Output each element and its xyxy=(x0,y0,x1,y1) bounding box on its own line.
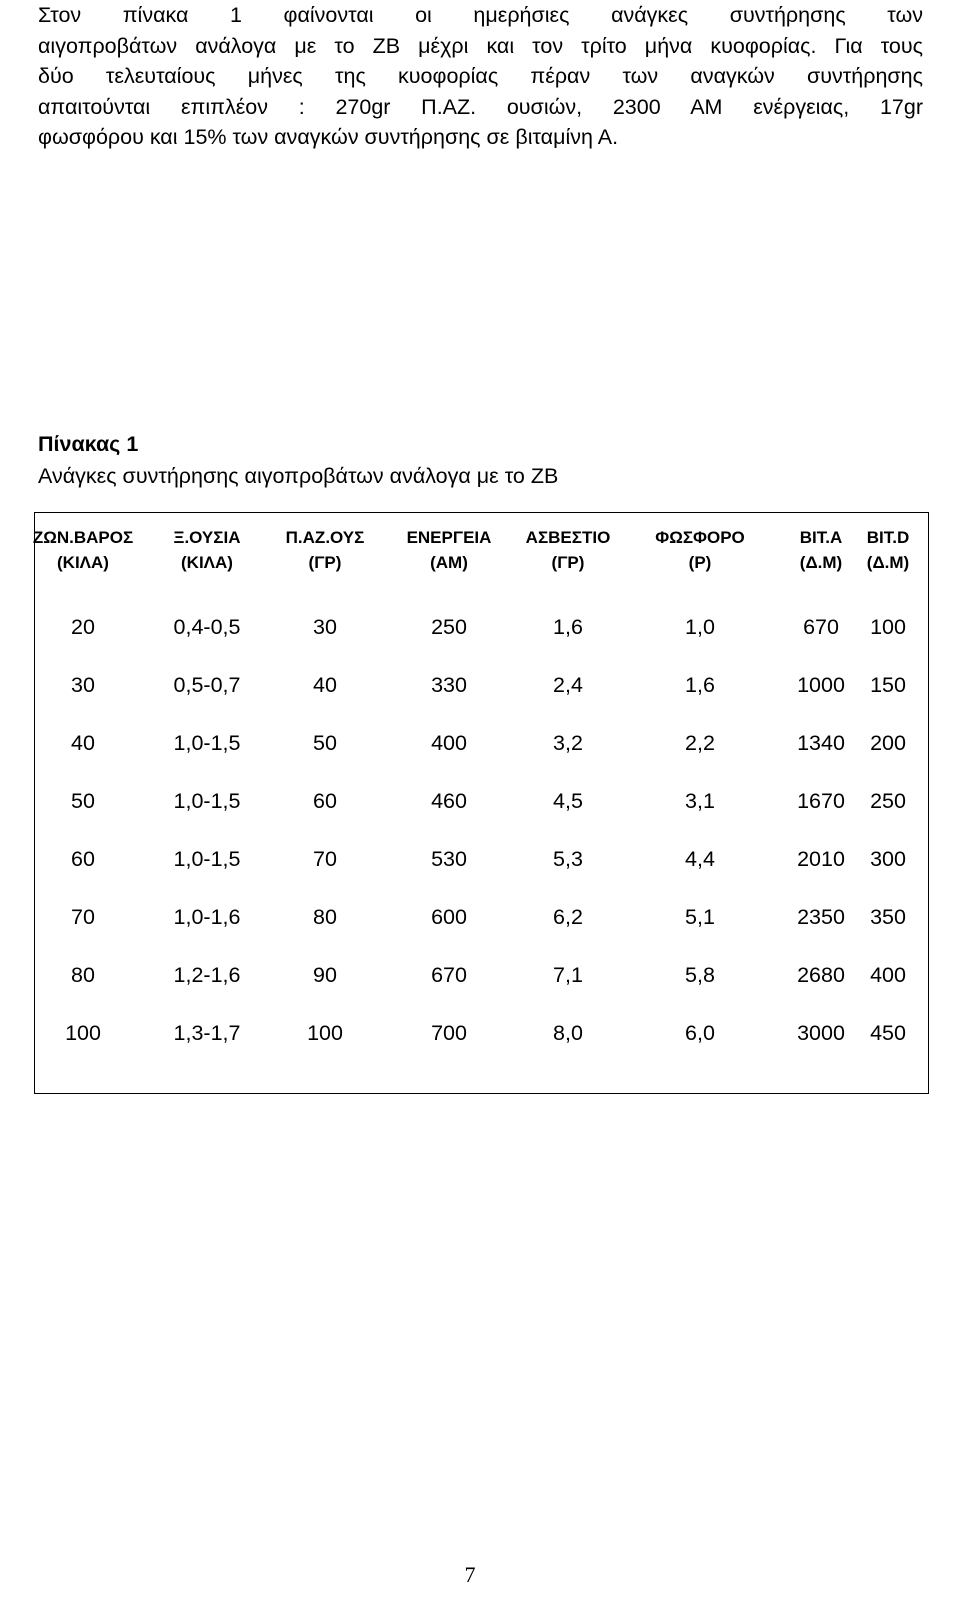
table-cell: 3,1 xyxy=(685,789,715,813)
table-cell: 20 xyxy=(71,615,95,639)
table-cell: 250 xyxy=(431,615,467,639)
table-cell: 1,0 xyxy=(685,615,715,639)
table-cell: 6,0 xyxy=(685,1021,715,1045)
table-cell: 2350 xyxy=(797,905,845,929)
column-header-line: ΖΩΝ.ΒΑΡΟΣ xyxy=(32,528,134,547)
table-cell: 7,1 xyxy=(553,963,583,987)
table-cell: 1,6 xyxy=(685,673,715,697)
column-header-line: ΑΣΒΕΣΤΙΟ xyxy=(525,528,611,547)
table-cell: 670 xyxy=(803,615,839,639)
table-cell: 100 xyxy=(307,1021,343,1045)
column-header-unit: (Δ.Μ) xyxy=(866,553,910,572)
column-header-unit: (ΑΜ) xyxy=(430,553,468,572)
column-header-line: Π.ΑΖ.ΟΥΣ xyxy=(285,528,365,547)
table-cell: 80 xyxy=(313,905,337,929)
table-cell: 6,2 xyxy=(553,905,583,929)
table-cell: 150 xyxy=(870,673,906,697)
table-cell: 250 xyxy=(870,789,906,813)
table-cell: 530 xyxy=(431,847,467,871)
table-cell: 4,5 xyxy=(553,789,583,813)
table-cell: 1,6 xyxy=(553,615,583,639)
table-cell: 1,0-1,6 xyxy=(173,905,241,929)
column-header-unit: (ΚΙΛΑ) xyxy=(181,553,233,572)
column-header-line: ΒΙΤ.Α xyxy=(799,528,843,547)
column-header xyxy=(152,525,262,575)
table-cell: 0,4-0,5 xyxy=(173,615,241,639)
table-cell: 450 xyxy=(870,1021,906,1045)
column-header-unit: (ΚΙΛΑ) xyxy=(57,553,109,572)
table-cell: 100 xyxy=(870,615,906,639)
table-cell: 8,0 xyxy=(553,1021,583,1045)
intro-line: απαιτούνται επιπλέον : 270gr Π.ΑΖ. ουσιών, 2300 ΑΜ ενέργειας, 17gr xyxy=(38,94,923,119)
table-cell: 2,4 xyxy=(553,673,583,697)
table-cell: 670 xyxy=(431,963,467,987)
intro-line: δύο τελευταίους μήνες της κυοφορίας πέραν των αναγκών συντήρησης xyxy=(38,64,923,88)
table-cell: 30 xyxy=(313,615,337,639)
column-header xyxy=(791,525,851,575)
column-header-unit: (Δ.Μ) xyxy=(799,553,843,572)
table-cell: 100 xyxy=(65,1021,101,1045)
column-header-line: Ξ.ΟΥΣΙΑ xyxy=(173,528,241,547)
table-cell: 300 xyxy=(870,847,906,871)
table-cell: 3000 xyxy=(797,1021,845,1045)
table-cell: 2010 xyxy=(797,847,845,871)
table-cell: 5,1 xyxy=(685,905,715,929)
table-cell: 400 xyxy=(431,731,467,755)
table-cell: 90 xyxy=(313,963,337,987)
intro-paragraph xyxy=(38,0,923,153)
table-cell: 600 xyxy=(431,905,467,929)
table-cell: 60 xyxy=(313,789,337,813)
column-header xyxy=(858,525,918,575)
maintenance-needs-table xyxy=(34,512,929,1094)
table-cell: 1,3-1,7 xyxy=(173,1021,241,1045)
table-cell: 1,2-1,6 xyxy=(173,963,241,987)
table-cell: 5,3 xyxy=(553,847,583,871)
table-cell: 1000 xyxy=(797,673,845,697)
intro-line: Στον πίνακα 1 φαίνονται οι ημερήσιες ανάγκες συντήρησης των xyxy=(38,3,923,27)
table-cell: 460 xyxy=(431,789,467,813)
table-cell: 60 xyxy=(71,847,95,871)
table-cell: 5,8 xyxy=(685,963,715,987)
column-header-line: ΒΙΤ.D xyxy=(866,528,910,547)
table-cell: 50 xyxy=(313,731,337,755)
table-cell: 700 xyxy=(431,1021,467,1045)
column-header-line: ΦΩΣΦΟΡΟ xyxy=(655,528,745,547)
page-number: 7 xyxy=(464,1562,476,1587)
table-cell: 4,4 xyxy=(685,847,715,871)
table-cell: 400 xyxy=(870,963,906,987)
column-header-unit: (ΓΡ) xyxy=(308,553,342,572)
table-cell: 350 xyxy=(870,905,906,929)
column-header xyxy=(28,525,138,575)
table-cell: 1,0-1,5 xyxy=(173,847,241,871)
table-cell: 200 xyxy=(870,731,906,755)
table-cell: 2,2 xyxy=(685,731,715,755)
table-cell: 1,0-1,5 xyxy=(173,731,241,755)
table-cell: 80 xyxy=(71,963,95,987)
table-cell: 50 xyxy=(71,789,95,813)
column-header xyxy=(394,525,504,575)
column-header xyxy=(275,525,375,575)
table-cell: 330 xyxy=(431,673,467,697)
intro-line: αιγοπροβάτων ανάλογα με το ΖΒ μέχρι και τον τρίτο μήνα κυοφορίας. Για τους xyxy=(38,33,923,58)
table-cell: 1340 xyxy=(797,731,845,755)
table-title: Πίνακας 1 xyxy=(38,432,139,456)
table-cell: 40 xyxy=(313,673,337,697)
table-cell: 3,2 xyxy=(553,731,583,755)
column-header xyxy=(513,525,623,575)
intro-line: φωσφόρου και 15% των αναγκών συντήρησης σε βιταμίνη Α. xyxy=(38,125,619,149)
table-cell: 2680 xyxy=(797,963,845,987)
table-cell: 1670 xyxy=(797,789,845,813)
table-cell: 70 xyxy=(71,905,95,929)
column-header xyxy=(640,525,760,575)
table-cell: 30 xyxy=(71,673,95,697)
column-header-line: ΕΝΕΡΓΕΙΑ xyxy=(406,528,492,547)
table-caption: Ανάγκες συντήρησης αιγοπροβάτων ανάλογα με το ΖΒ xyxy=(38,464,559,488)
table-cell: 0,5-0,7 xyxy=(173,673,241,697)
table-cell: 70 xyxy=(313,847,337,871)
table-cell: 1,0-1,5 xyxy=(173,789,241,813)
table-cell: 40 xyxy=(71,731,95,755)
column-header-unit: (ΓΡ) xyxy=(551,553,585,572)
column-header-unit: (Ρ) xyxy=(688,553,712,572)
